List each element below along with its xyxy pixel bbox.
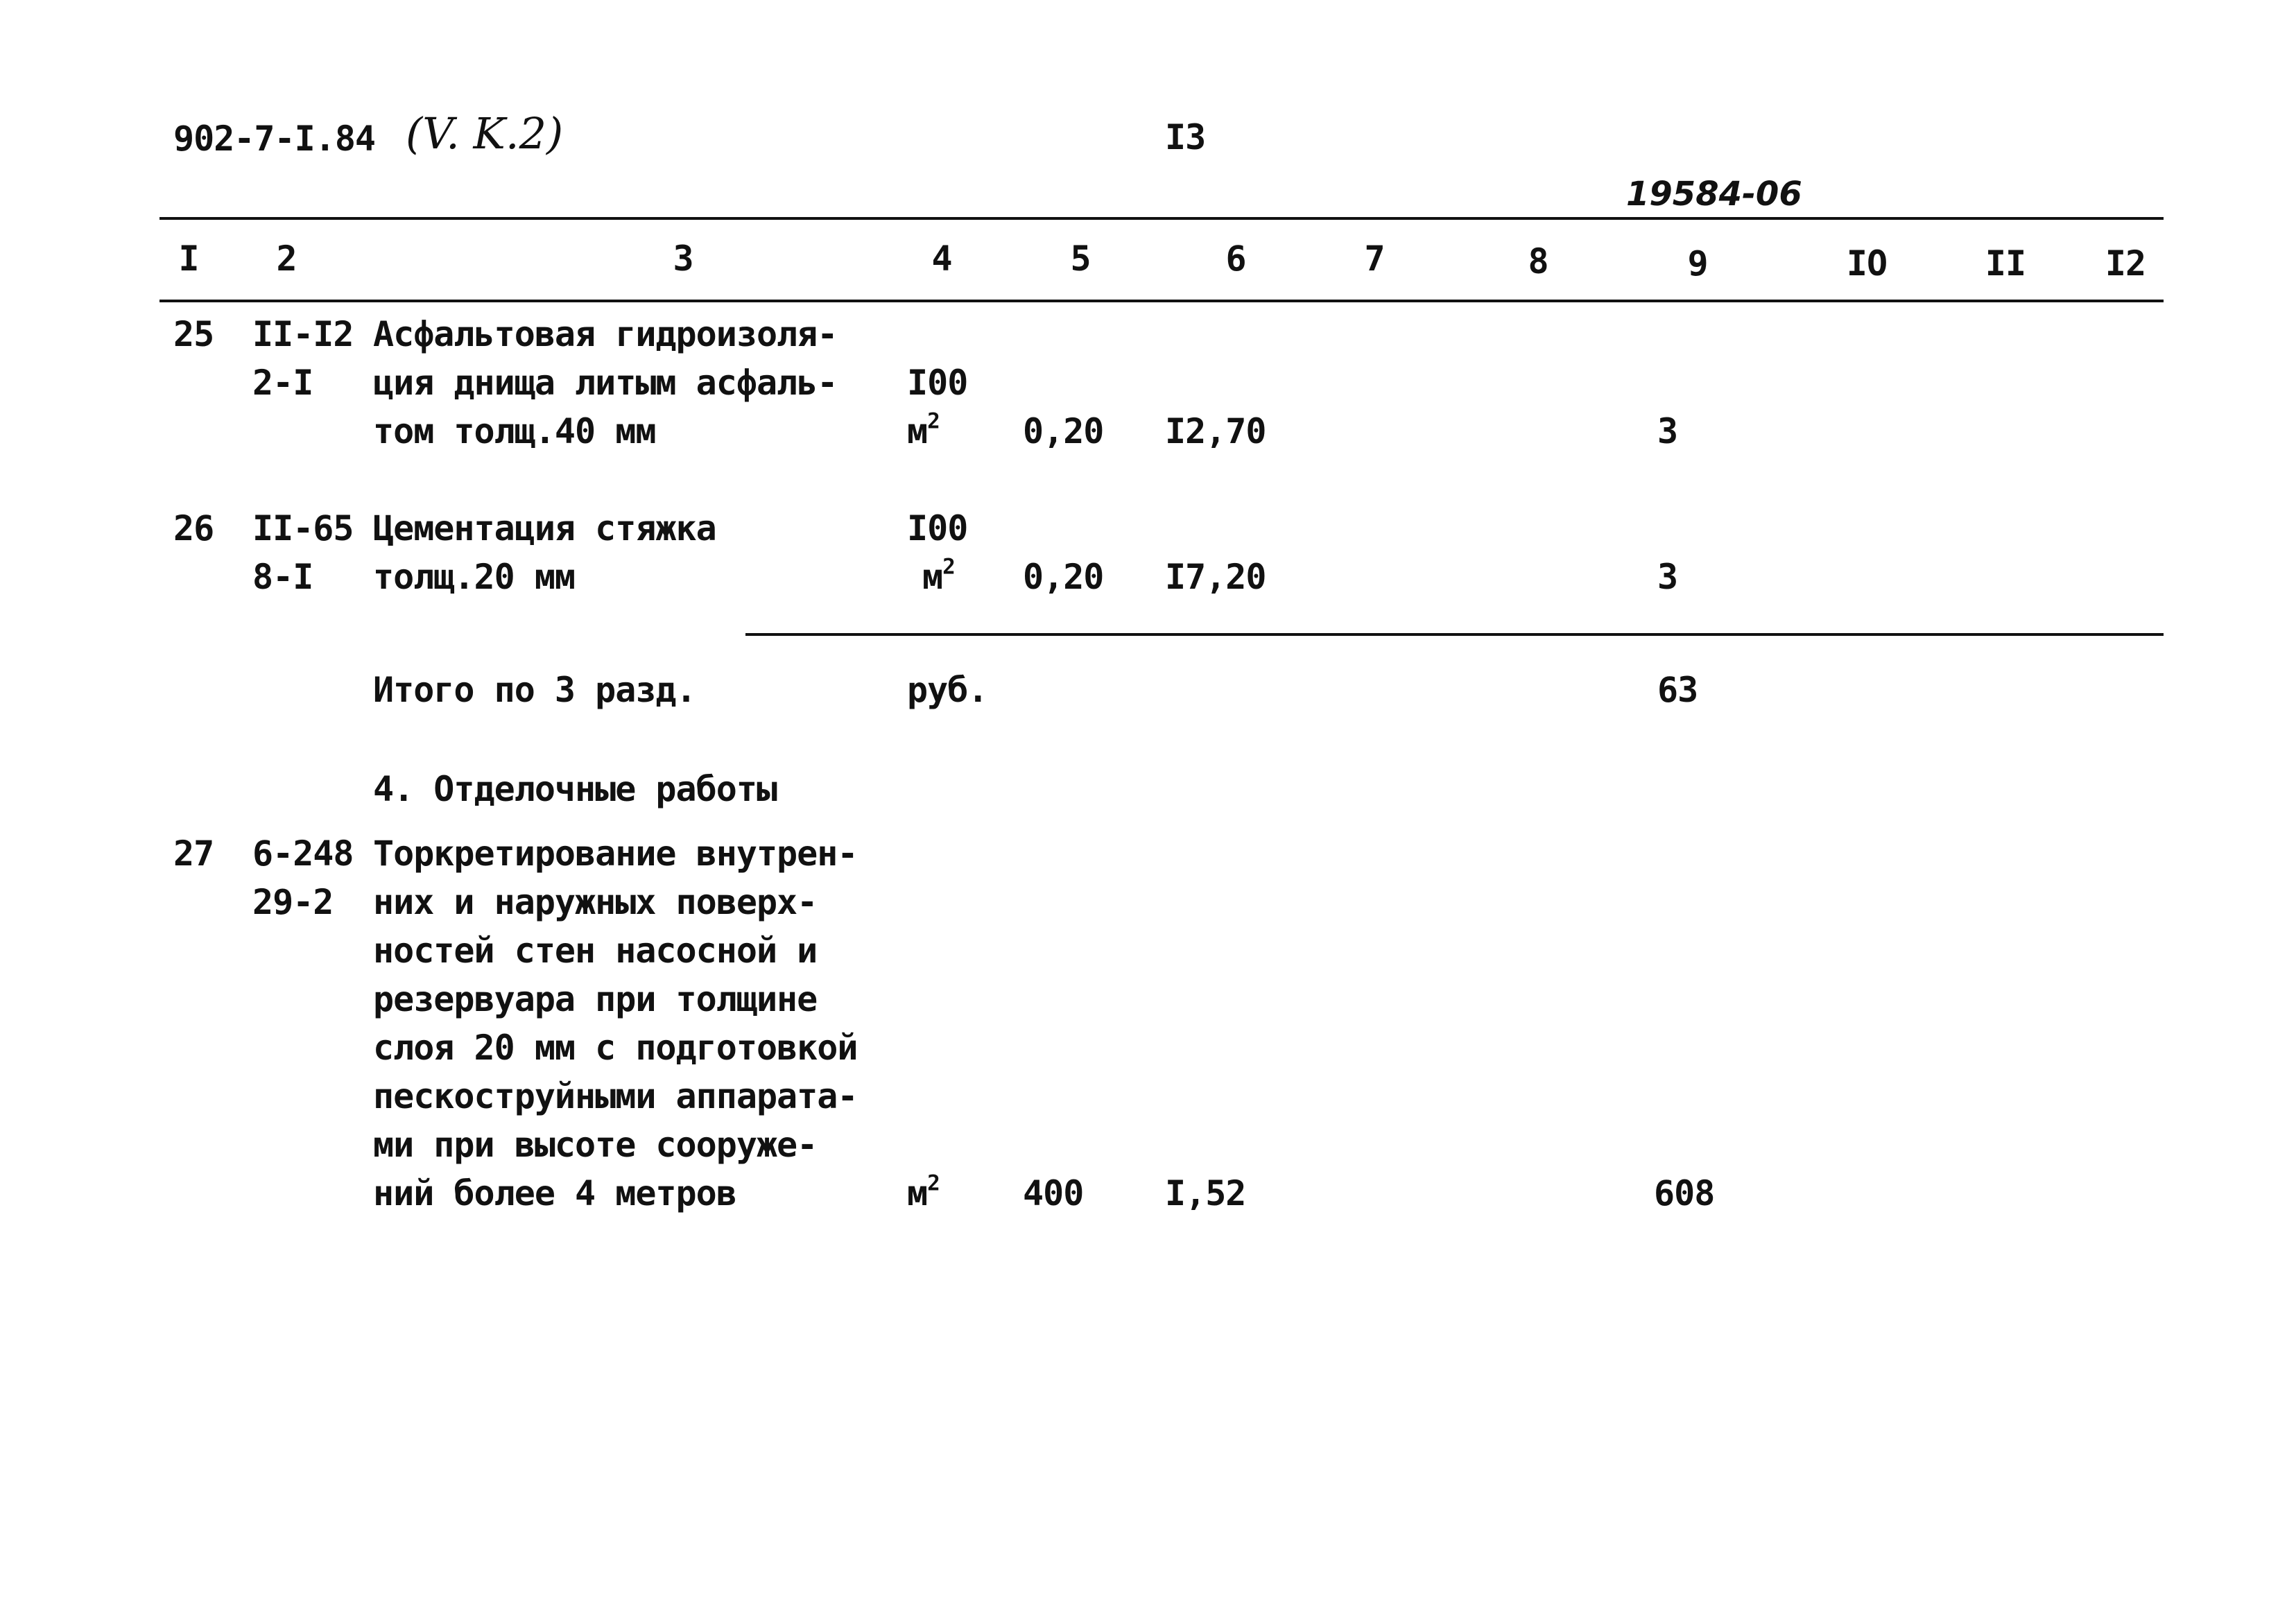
column-header: 5 bbox=[1070, 239, 1091, 279]
total-cost: 608 bbox=[1654, 1173, 1715, 1213]
quantity-value: 0,20 bbox=[1023, 411, 1104, 451]
section-title: 4. Отделочные работы bbox=[373, 769, 777, 809]
quantity-value: 400 bbox=[1023, 1173, 1084, 1213]
norm-code: 6-248 bbox=[252, 833, 354, 874]
column-header: 8 bbox=[1528, 241, 1548, 282]
column-header: 3 bbox=[673, 239, 693, 279]
total-cost: 3 bbox=[1657, 411, 1678, 451]
page-number: I3 bbox=[1165, 117, 1206, 157]
quantity-value: 0,20 bbox=[1023, 557, 1104, 597]
table-header-rule bbox=[159, 300, 2164, 302]
row-number: 26 bbox=[173, 508, 214, 548]
unit-of-measure: $м^2$ bbox=[922, 554, 955, 597]
work-description: Цементация стяжка bbox=[373, 508, 716, 548]
total-cost: 3 bbox=[1657, 557, 1678, 597]
norm-code: II-I2 bbox=[252, 314, 354, 354]
work-description: ми при высоте сооруже- bbox=[373, 1125, 818, 1165]
inventory-stamp: 19584-06 bbox=[1626, 175, 1802, 214]
unit-price: I,52 bbox=[1165, 1173, 1246, 1213]
subtotal-label: Итого по 3 разд. bbox=[373, 670, 696, 710]
unit-price: I7,20 bbox=[1165, 557, 1266, 597]
work-description: пескоструйными аппарата- bbox=[373, 1076, 858, 1116]
work-description: резервуара при толщине bbox=[373, 979, 818, 1019]
work-description: Торкретирование внутрен- bbox=[373, 833, 858, 874]
unit-quantity: I00 bbox=[907, 508, 968, 548]
subtotal-rule bbox=[745, 633, 2164, 636]
work-description: Асфальтовая гидроизоля- bbox=[373, 314, 838, 354]
work-description: толщ.20 мм bbox=[373, 557, 576, 597]
column-header: II bbox=[1985, 243, 2026, 284]
unit-of-measure: $м^2$ bbox=[907, 408, 940, 451]
column-header: I2 bbox=[2105, 243, 2146, 284]
unit-of-measure: $м^2$ bbox=[907, 1170, 940, 1213]
subtotal-unit: руб. bbox=[907, 670, 988, 710]
handwritten-note: (V. K.2) bbox=[406, 108, 564, 159]
column-header: IO bbox=[1846, 243, 1888, 284]
column-header: 4 bbox=[931, 239, 952, 279]
work-description: слоя 20 мм с подготовкой bbox=[373, 1028, 858, 1068]
norm-code: II-65 bbox=[252, 508, 354, 548]
work-description: том толщ.40 мм bbox=[373, 411, 656, 451]
unit-price: I2,70 bbox=[1165, 411, 1266, 451]
column-header: 9 bbox=[1687, 243, 1708, 284]
table-top-rule bbox=[159, 217, 2164, 220]
row-number: 25 bbox=[173, 314, 214, 354]
column-header: 7 bbox=[1364, 239, 1385, 279]
work-description: ция днища литым асфаль- bbox=[373, 363, 838, 403]
unit-quantity: I00 bbox=[907, 363, 968, 403]
subtotal-value: 63 bbox=[1657, 670, 1698, 710]
work-description: них и наружных поверх- bbox=[373, 882, 818, 922]
column-header: 6 bbox=[1225, 239, 1246, 279]
row-number: 27 bbox=[173, 833, 214, 874]
document-code: 902-7-I.84 bbox=[173, 119, 376, 159]
column-header: 2 bbox=[276, 239, 297, 279]
column-header: I bbox=[178, 239, 199, 279]
norm-code: 2-I bbox=[252, 363, 313, 403]
work-description: ностей стен насосной и bbox=[373, 931, 818, 971]
norm-code: 29-2 bbox=[252, 882, 334, 922]
work-description: ний более 4 метров bbox=[373, 1173, 736, 1213]
norm-code: 8-I bbox=[252, 557, 313, 597]
